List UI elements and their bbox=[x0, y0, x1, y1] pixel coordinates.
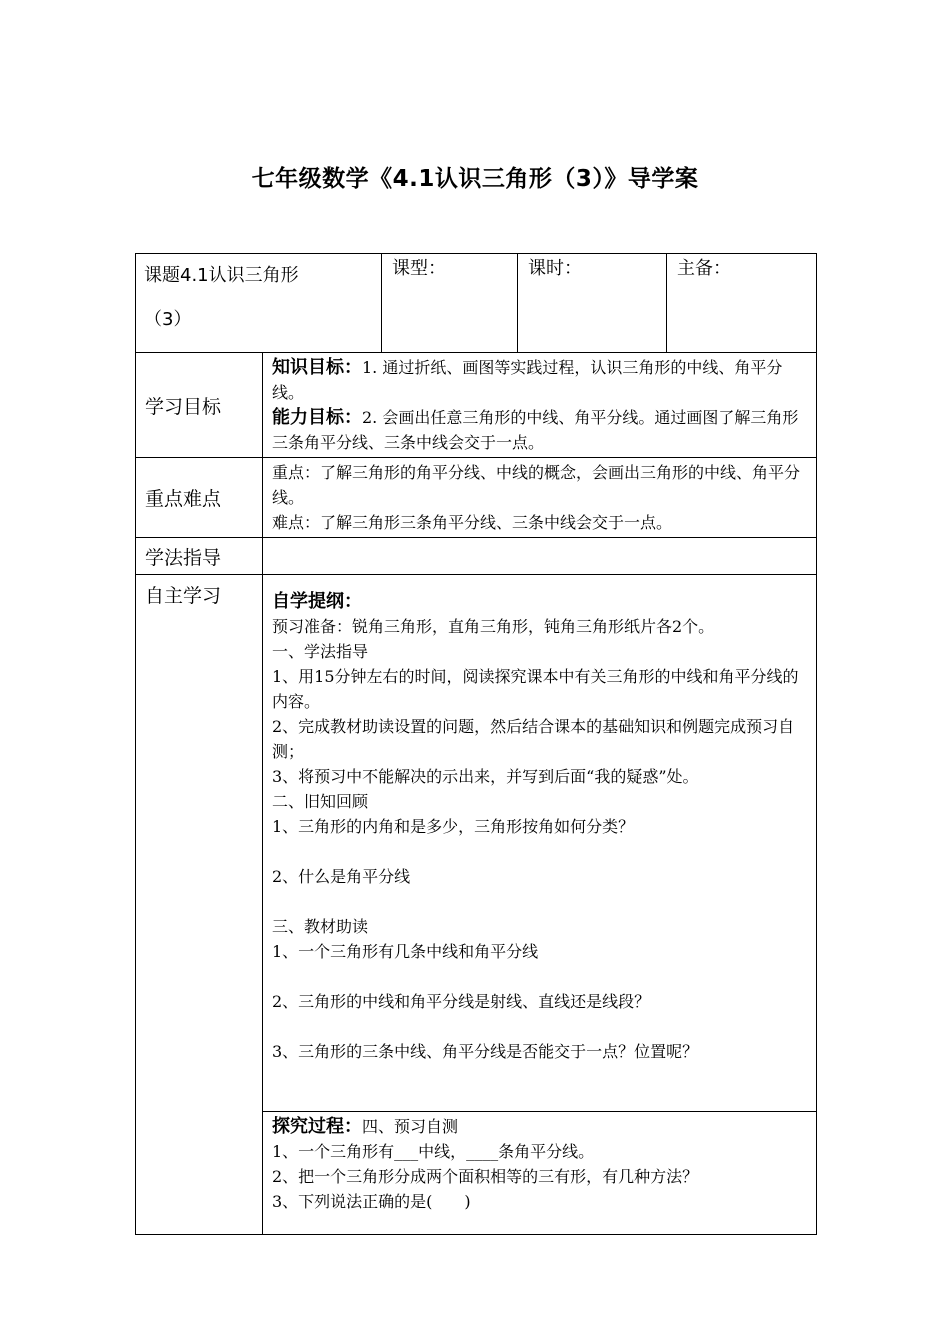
self-study-line: 1、三角形的内角和是多少，三角形按角如何分类？ bbox=[272, 817, 635, 836]
type-label: 课型： bbox=[392, 258, 447, 279]
goals-content bbox=[263, 353, 817, 458]
course-title-part: （3） bbox=[144, 309, 192, 330]
explore-line: 2、把一个三角形分成两个面积相等的三有形，有几种方法？ bbox=[272, 1167, 699, 1186]
method-content bbox=[263, 538, 817, 575]
self-study-line bbox=[272, 964, 808, 989]
ability-goal bbox=[272, 405, 808, 455]
ability-goal-label: 能力目标： bbox=[272, 407, 362, 428]
course-cell bbox=[136, 254, 382, 353]
self-study-line: 三、教材助读 bbox=[272, 917, 369, 936]
self-study-heading: 自学提纲： bbox=[272, 591, 362, 612]
self-study-line: 预习准备：锐角三角形，直角三角形，钝角三角形纸片各2个。 bbox=[272, 617, 715, 636]
preparer-cell bbox=[667, 254, 817, 353]
self-study-line bbox=[272, 889, 808, 914]
explore-heading-line bbox=[272, 1114, 808, 1139]
self-study-line bbox=[272, 1014, 808, 1039]
self-study-line: 3、三角形的三条中线、角平分线是否能交于一点？位置呢？ bbox=[272, 1042, 699, 1061]
knowledge-goal-text: 1. 通过折纸、画图等实践过程，认识三角形的中线、角平分线。 bbox=[272, 358, 783, 402]
course-title: 课题4.1认识三角形 bbox=[144, 265, 299, 286]
knowledge-goal bbox=[272, 355, 808, 405]
explore-heading: 探究过程： bbox=[272, 1116, 362, 1137]
difficult-point-text: 难点：了解三角形三条角平分线、三条中线会交于一点。 bbox=[272, 513, 673, 532]
period-cell bbox=[518, 254, 667, 353]
self-study-line: 1、一个三角形有几条中线和角平分线 bbox=[272, 942, 539, 961]
self-study-row bbox=[136, 575, 817, 1112]
key-points-row bbox=[136, 458, 817, 538]
self-study-label: 自主学习 bbox=[136, 575, 263, 1235]
key-point-text: 重点：了解三角形的角平分线、中线的概念，会画出三角形的中线、角平分线。 bbox=[272, 463, 801, 507]
self-study-line bbox=[272, 839, 808, 864]
header-row bbox=[136, 254, 817, 353]
key-points-label: 重点难点 bbox=[136, 458, 263, 538]
type-cell bbox=[382, 254, 518, 353]
self-study-line: 二、旧知回顾 bbox=[272, 792, 369, 811]
self-study-line: 3、将预习中不能解决的示出来，并写到后面“我的疑惑”处。 bbox=[272, 767, 699, 786]
method-row bbox=[136, 538, 817, 575]
page-title: 七年级数学《4.1认识三角形（3）》导学案 bbox=[251, 166, 699, 192]
ability-goal-text: 2. 会画出任意三角形的中线、角平分线。通过画图了解三角形三条角平分线、三条中线会交于一点。 bbox=[272, 408, 799, 452]
explore-line: 1、一个三角形有___中线，____条角平分线。 bbox=[272, 1142, 595, 1161]
self-study-line: 2、三角形的中线和角平分线是射线、直线还是线段？ bbox=[272, 992, 651, 1011]
self-study-line: 1、用15分钟左右的时间，阅读探究课本中有关三角形的中线和角平分线的内容。 bbox=[272, 667, 799, 711]
self-study-line: 2、什么是角平分线 bbox=[272, 867, 411, 886]
preparer-label: 主备： bbox=[677, 258, 732, 279]
explore-lines bbox=[272, 1139, 808, 1214]
self-study-content bbox=[263, 575, 817, 1112]
self-study-line: 一、学法指导 bbox=[272, 642, 369, 661]
self-study-line: 2、完成教材助读设置的问题，然后结合课本的基础知识和例题完成预习自测； bbox=[272, 717, 795, 761]
explore-heading-rest: 四、预习自测 bbox=[362, 1117, 459, 1136]
goals-row bbox=[136, 353, 817, 458]
lesson-plan-table bbox=[135, 253, 817, 1235]
method-label: 学法指导 bbox=[136, 538, 263, 575]
goals-label: 学习目标 bbox=[136, 353, 263, 458]
knowledge-goal-label: 知识目标： bbox=[272, 357, 362, 378]
explore-line: 3、下列说法正确的是( ) bbox=[272, 1192, 471, 1211]
period-label: 课时： bbox=[528, 258, 583, 279]
key-points-content bbox=[263, 458, 817, 538]
explore-content bbox=[263, 1112, 817, 1235]
self-study-lines bbox=[272, 614, 808, 1064]
